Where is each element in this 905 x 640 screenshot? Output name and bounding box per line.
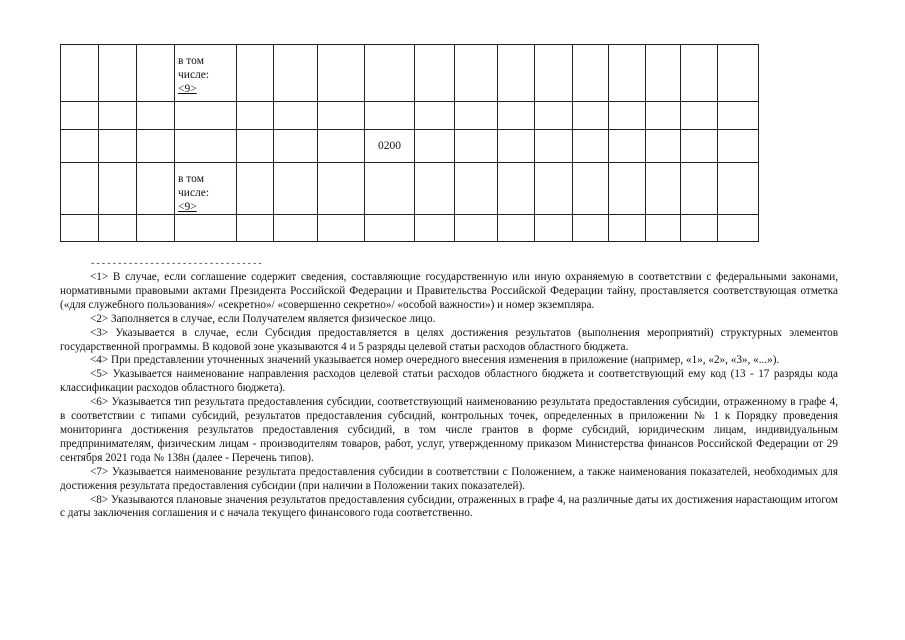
footnote-1: <1> В случае, если соглашение содержит сведения, составляющие государственную или иную охраняемую в соответствии с федеральными законами, нормативными правовыми актами Президента Российской Федерации и Правительства Российской Федерации тайну, проставляется соответствующая отметка («для служебного пользования»/ «секретно»/ «совершенно секретно»/ «особой важности») и номер экземпляра. (60, 271, 838, 311)
table-row (61, 215, 759, 242)
footnote-4: <4> При представлении уточненных значений указывается номер очередного внесения изменения в приложение (например, «1», «2», «3», «...»). (90, 354, 780, 367)
footnote-3: <3> Указывается в случае, если Субсидия предоставляется в целях достижения результатов (выполнения мероприятий) структурных элементов государственной программы. В кодовой зоне указываются 4 и 5 разряды целевой статьи расходов областного бюджета. (60, 326, 838, 353)
table-row (61, 163, 759, 215)
footnote-2: <2> Заполняется в случае, если Получателем является физическое лицо. (90, 312, 436, 325)
footnote-ref: <9> (178, 201, 197, 213)
footnote-8: <8> Указываются плановые значения результатов предоставления субсидии, отраженных в графе 4, на различные даты их достижения нарастающим итогом с даты заключения соглашения и с начала текущего финансового года соответственно. (60, 493, 838, 520)
including-cell: в том числе: <9> (175, 45, 237, 102)
table-row (61, 45, 759, 102)
footnote-ref: <9> (178, 83, 197, 95)
results-table (60, 44, 759, 242)
footnote-separator: -------------------------------- (90, 259, 263, 269)
footnote-5: <5> Указывается наименование направления расходов целевой статьи расходов областного бюджета и соответствующий ему код (13 - 17 разряды кода классификации расходов областного бюджета). (60, 368, 838, 395)
footnote-7: <7> Указывается наименование результата предоставления субсидии в соответствии с Положением, а также наименования показателей, необходимых для достижения результата предоставления субсидии (при наличии в Положении таких показателей). (60, 465, 838, 492)
row-code: 0200 (365, 130, 415, 163)
footnote-6: <6> Указывается тип результата предоставления субсидии, соответствующий наименованию результата предоставления субсидии, отраженному в графе 4, в соответствии с типами субсидий, результатов предоставления субсидий, контрольных точек, определенных в приложении № 1 к Порядку проведения мониторинга достижения результатов предоставления субсидий, в том числе грантов в форме субсидий, юридическим лицам, индивидуальным предпринимателям, физическим лицам - производителям товаров, работ, услуг, утвержденному приказом Министерства финансов Российской Федерации от 29 сентября 2021 года № 138н (далее - Перечень типов). (60, 396, 838, 464)
including-cell: в том числе: <9> (175, 163, 237, 215)
table-row (61, 102, 759, 130)
table-row (61, 130, 759, 163)
footnotes (60, 271, 838, 521)
